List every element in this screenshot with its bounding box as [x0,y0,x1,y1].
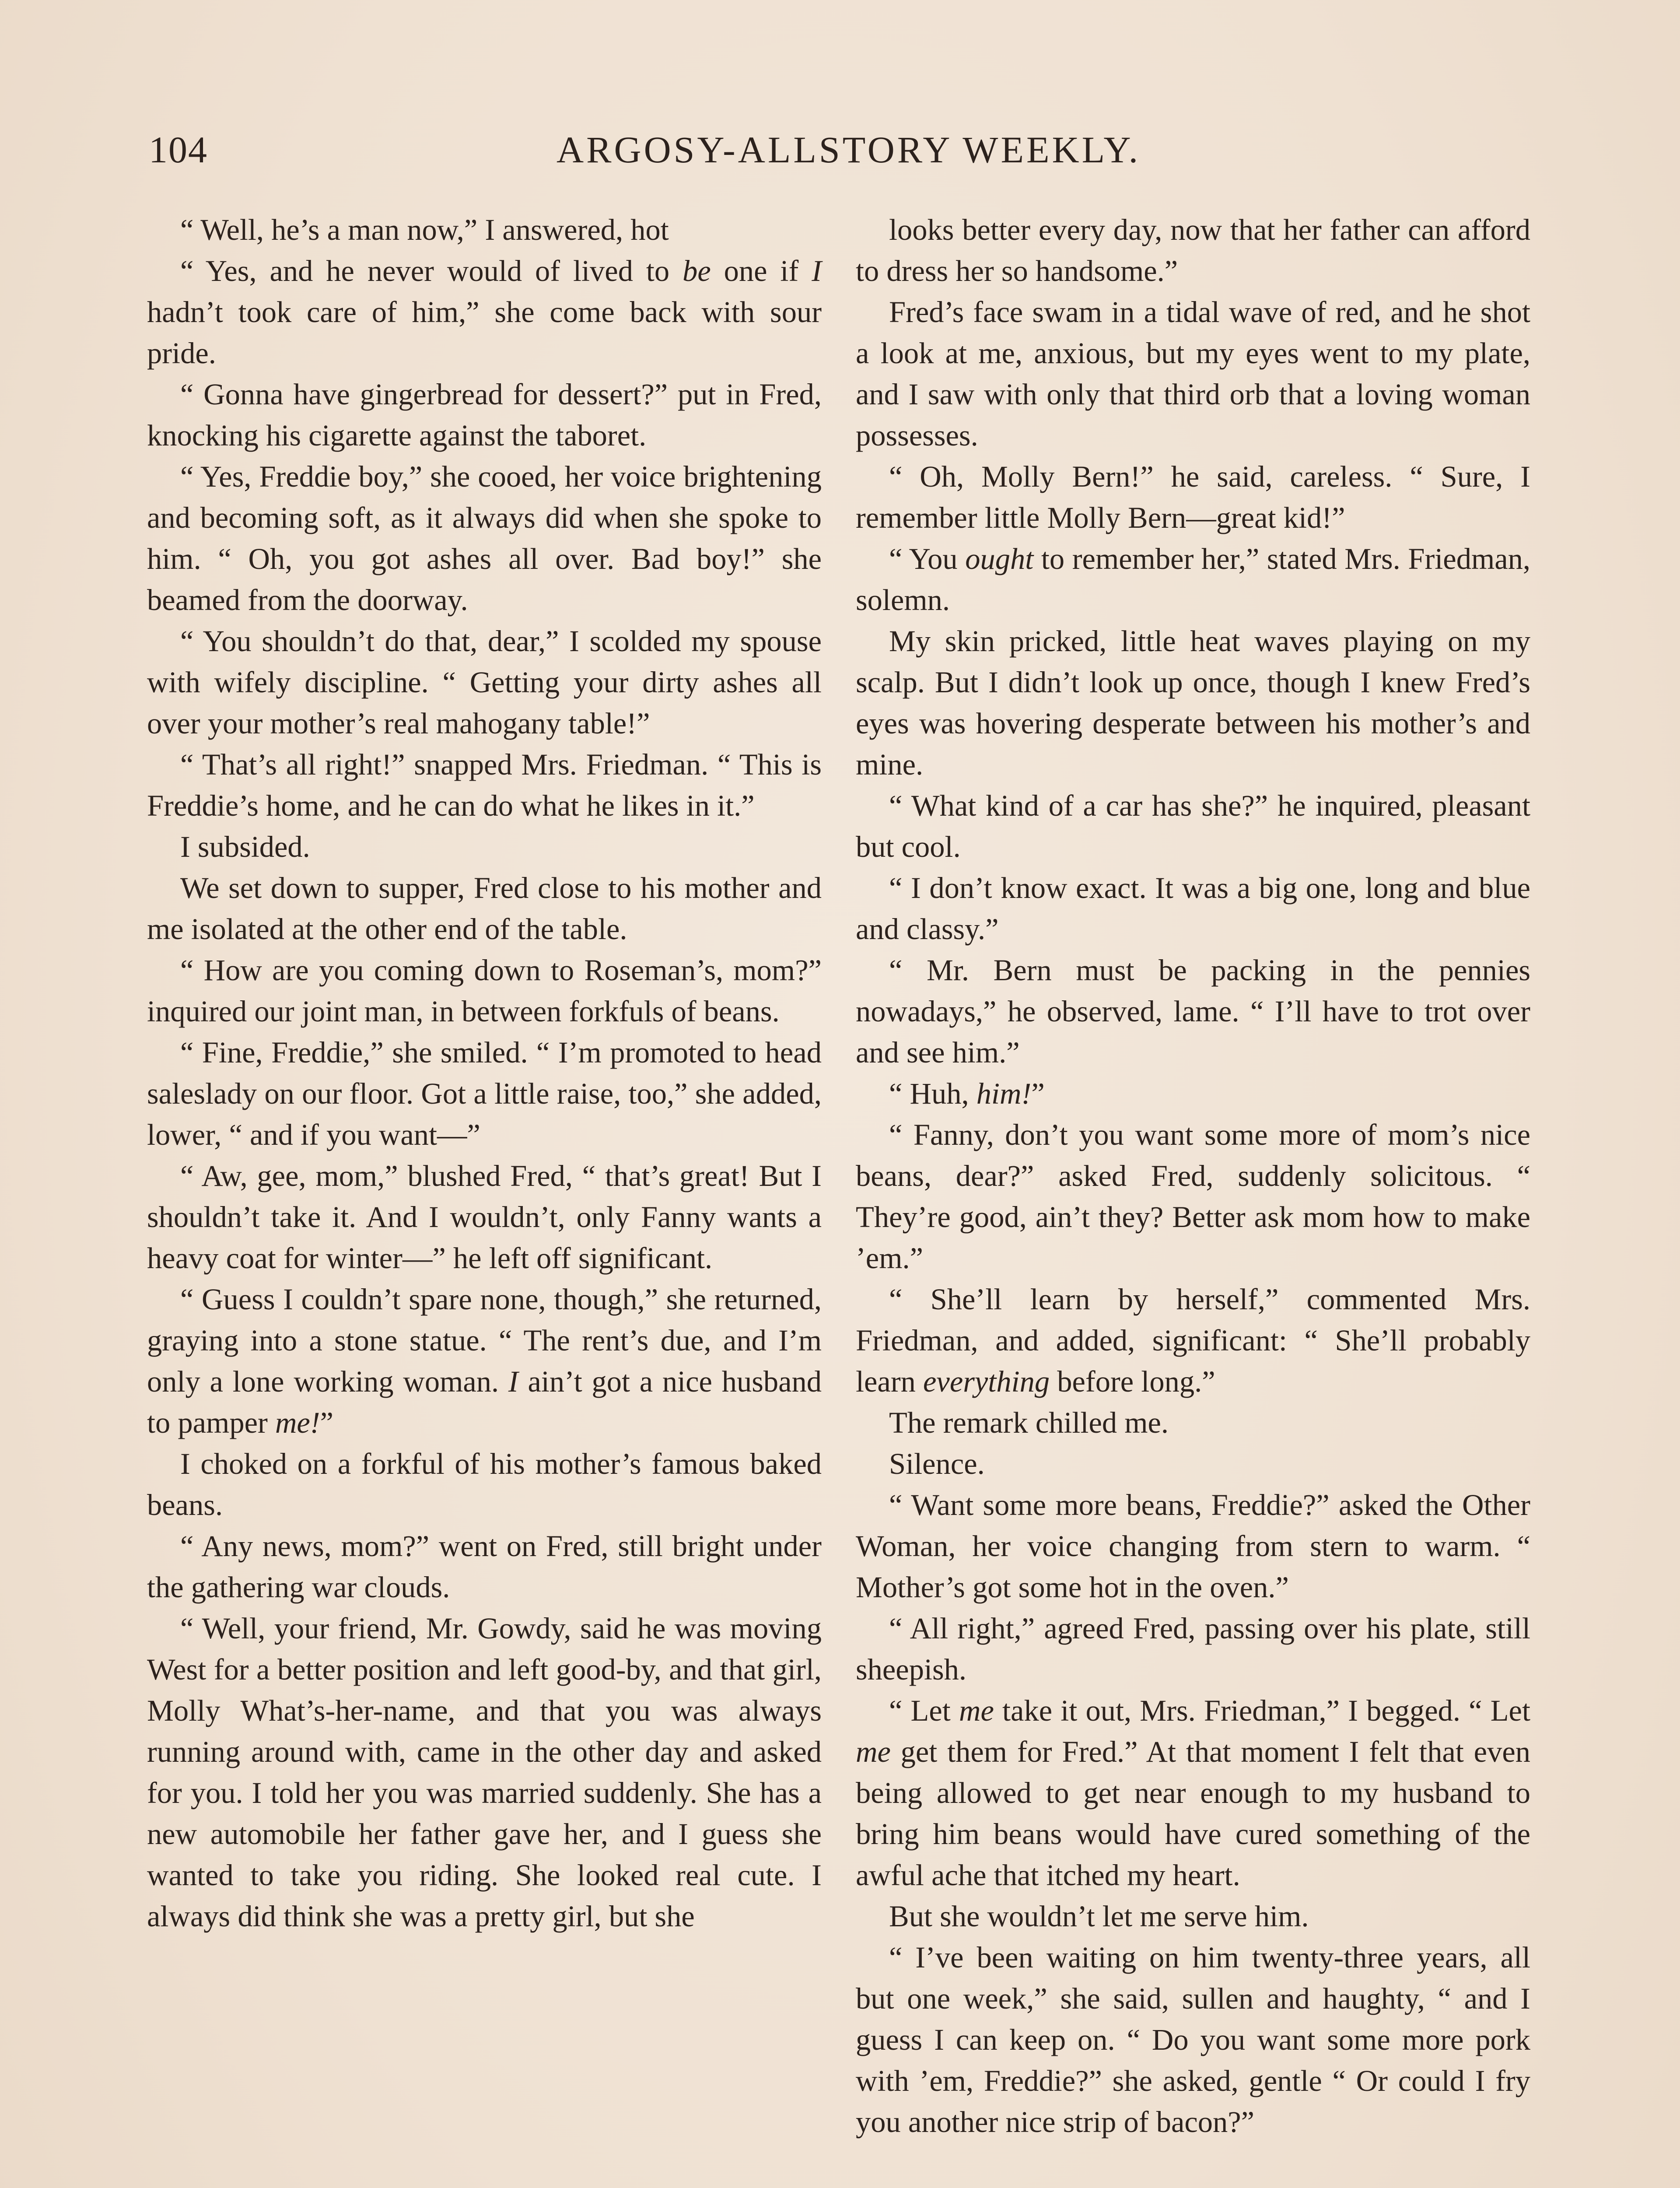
text-run: hadn’t took care of him,” she come back with sour pride. [147,295,822,370]
text-run: “ Want some more beans, Freddie?” asked the Other Woman, her voice changing from stern to warm. “ Mother’s got some hot in the oven.” [856,1488,1530,1604]
paragraph [856,867,1530,950]
paragraph [856,1690,1530,1896]
text-run: get them for Fred.” At that moment I felt that even being allowed to get near enough to my husband to bring him beans would have cured something of the awful ache that itched my heart. [856,1735,1530,1892]
text-run: “ Yes, and he never would of lived to [180,254,683,288]
paragraph [856,1896,1530,1937]
paragraph [147,867,822,950]
paragraph [856,1114,1530,1279]
paragraph [856,1484,1530,1608]
text-run: Silence. [889,1447,985,1480]
text-run: “ That’s all right!” snapped Mrs. Friedman. “ This is Freddie’s home, and he can do what he likes in it.” [147,748,822,822]
text-run: “ You [889,542,966,575]
italic-text: him! [976,1077,1032,1110]
paragraph [856,950,1530,1073]
paragraph [147,826,822,867]
paragraph [147,456,822,621]
paragraph [856,1443,1530,1484]
text-run: I choked on a forkful of his mother’s famous baked beans. [147,1447,822,1522]
paragraph [147,1279,822,1443]
italic-text: I [508,1365,518,1398]
italic-text: I [812,254,822,288]
italic-text: me [856,1735,891,1768]
paragraph [856,1402,1530,1443]
text-run: “ Oh, Molly Bern!” he said, careless. “ Sure, I remember little Molly Bern—great kid!” [856,460,1530,534]
text-run: “ Guess I couldn’t spare none, though,” she returned, graying into a stone statue. “ The rent’s due, and I’m only a lone working woman. [147,1283,822,1398]
text-run: “ Well, he’s a man now,” I answered, hot [180,213,669,246]
paragraph [147,374,822,456]
paragraph [147,1155,822,1279]
text-run: “ Aw, gee, mom,” blushed Fred, “ that’s great! But I shouldn’t take it. And I wouldn’t, only Fanny wants a heavy coat for winter—” he left off significant. [147,1159,822,1275]
paragraph [147,1608,822,1937]
text-run: The remark chilled me. [889,1406,1169,1439]
paragraph [856,1073,1530,1114]
left-column [147,209,822,1937]
italic-text: me [959,1694,994,1727]
text-run: “ Fine, Freddie,” she smiled. “ I’m promoted to head saleslady on our floor. Got a little raise, too,” she added, lower, “ and if you want—” [147,1036,822,1151]
paragraph [147,621,822,744]
italic-text: ought [965,542,1034,575]
paragraph [856,1608,1530,1690]
text-run: “ Any news, mom?” went on Fred, still bright under the gathering war clouds. [147,1529,822,1604]
text-run: “ I’ve been waiting on him twenty-three years, all but one week,” she said, sullen and haughty, “ and I guess I can keep on. “ Do you want some more pork with ’em, Freddie?” she asked, gentle “ Or could I fry you another nice strip of bacon?” [856,1941,1530,2139]
paragraph [147,950,822,1032]
text-run: My skin pricked, little heat waves playing on my scalp. But I didn’t look up once, though I knew Fred’s eyes was hovering desperate between his mother’s and mine. [856,624,1530,781]
text-run: “ She’ll learn by herself,” commented Mrs. Friedman, and added, significant: “ She’ll probably learn [856,1283,1530,1398]
paragraph [856,1279,1530,1402]
text-run: ain’t got a nice husband to pamper [147,1365,822,1439]
text-run: We set down to supper, Fred close to his mother and me isolated at the other end of the table. [147,871,822,946]
text-run: “ Gonna have gingerbread for dessert?” put in Fred, knocking his cigarette against the taboret. [147,378,822,452]
text-run: take it out, Mrs. Friedman,” I begged. “ Let [994,1694,1530,1727]
text-run: ” [1031,1077,1045,1110]
paragraph [856,209,1530,291]
paragraph [856,456,1530,538]
text-run: before long.” [1050,1365,1215,1398]
text-run: ” [320,1406,334,1439]
italic-text: be [682,254,711,288]
text-run: “ I don’t know exact. It was a big one, long and blue and classy.” [856,871,1530,946]
text-run: “ Let [889,1694,959,1727]
journal-title: ARGOSY-ALLSTORY WEEKLY. [556,129,1141,171]
running-head [149,128,1566,176]
italic-text: me! [275,1406,320,1439]
text-run: “ Huh, [889,1077,976,1110]
text-run: “ Fanny, don’t you want some more of mom’s nice beans, dear?” asked Fred, suddenly solicitous. “ They’re good, ain’t they? Better ask mom how to make ’em.” [856,1118,1530,1275]
text-run: “ All right,” agreed Fred, passing over his plate, still sheepish. [856,1612,1530,1686]
text-run: looks better every day, now that her father can afford to dress her so handsome.” [856,213,1530,288]
text-run: one if [710,254,812,288]
text-run: “ Yes, Freddie boy,” she cooed, her voice brightening and becoming soft, as it always did when she spoke to him. “ Oh, you got ashes all over. Bad boy!” she beamed from the doorway. [147,460,822,617]
text-run: to remember her,” stated Mrs. Friedman, solemn. [856,542,1531,617]
paragraph [147,1443,822,1525]
paragraph [147,209,822,250]
paragraph [856,621,1530,785]
text-run: But she wouldn’t let me serve him. [889,1900,1309,1933]
paragraph [856,291,1530,456]
text-run: “ What kind of a car has she?” he inquired, pleasant but cool. [856,789,1530,863]
text-run: “ You shouldn’t do that, dear,” I scolded my spouse with wifely discipline. “ Getting your dirty ashes all over your mother’s real mahogany table!” [147,624,822,740]
text-run: “ Mr. Bern must be packing in the pennies nowadays,” he observed, lame. “ I’ll have to trot over and see him.” [856,954,1530,1069]
paragraph [147,744,822,826]
text-run: I subsided. [180,830,310,863]
paragraph [147,250,822,374]
paragraph [856,538,1530,621]
paragraph [147,1525,822,1608]
paragraph [147,1032,822,1155]
page-number: 104 [149,129,208,171]
text-run: “ How are you coming down to Roseman’s, mom?” inquired our joint man, in between forkfuls of beans. [147,954,822,1028]
right-column [856,209,1530,2142]
paragraph [856,785,1530,867]
paragraph [856,1937,1530,2142]
text-run: Fred’s face swam in a tidal wave of red, and he shot a look at me, anxious, but my eyes went to my plate, and I saw with only that third orb that a loving woman possesses. [856,295,1530,452]
italic-text: everything [923,1365,1050,1398]
text-run: “ Well, your friend, Mr. Gowdy, said he was moving West for a better position and left good-by, and that girl, Molly What’s-her-name, and that you was always running around with, came in the other day and asked for you. I told her you was married suddenly. She has a new automobile her father gave her, and I guess she wanted to take you riding. She looked real cute. I always did think she was a pretty girl, but she [147,1612,822,1933]
